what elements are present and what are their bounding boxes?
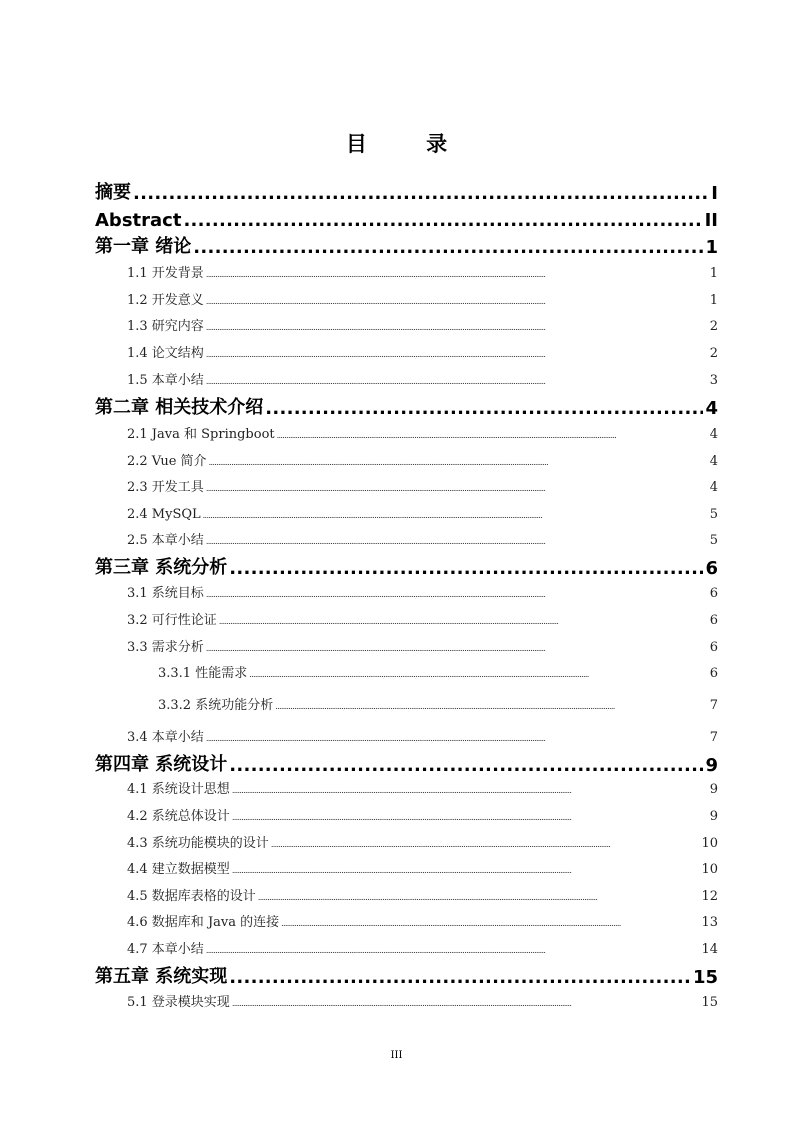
toc-entry-label: 第四章 系统设计 — [95, 754, 228, 775]
toc-entry-page-number: 2 — [709, 319, 718, 334]
toc-section-entry[interactable] — [127, 833, 718, 851]
toc-entry-page-number: 12 — [701, 889, 718, 904]
toc-entry-page-number: 4 — [709, 454, 718, 469]
toc-leader-dots — [281, 915, 699, 930]
toc-chapter-entry[interactable] — [95, 207, 718, 231]
toc-entry-label: 4.2 系统总体设计 — [127, 809, 230, 824]
toc-entry-page-number: 6 — [705, 558, 718, 579]
toc-leader-dots — [206, 293, 708, 308]
toc-entry-page-number: 4 — [709, 480, 718, 495]
toc-entry-label: 3.2 可行性论证 — [127, 613, 217, 628]
toc-entry-label: 第五章 系统实现 — [95, 966, 228, 987]
toc-section-entry[interactable] — [127, 859, 718, 877]
toc-entry-label: 4.7 本章小结 — [127, 942, 204, 957]
toc-section-entry[interactable] — [127, 727, 718, 745]
toc-leader-dots — [206, 586, 708, 601]
toc-chapter-entry[interactable] — [95, 234, 718, 258]
toc-section-entry[interactable] — [127, 992, 718, 1010]
toc-entry-page-number: 3 — [709, 373, 718, 388]
toc-section-entry[interactable] — [127, 886, 718, 904]
page-title: 目 录 — [345, 132, 474, 156]
toc-section-entry[interactable] — [127, 343, 718, 361]
toc-entry-label: 2.1 Java 和 Springboot — [127, 427, 275, 442]
toc-entry-page-number: 6 — [709, 666, 718, 681]
toc-section-entry[interactable] — [127, 263, 718, 281]
toc-entry-page-number: 9 — [705, 755, 718, 776]
toc-leader-dots — [229, 755, 703, 776]
toc-section-entry[interactable] — [127, 504, 718, 522]
toc-entry-page-number: 1 — [709, 293, 718, 308]
toc-entry-label: 第三章 系统分析 — [95, 557, 228, 578]
toc-entry-page-number: 5 — [709, 507, 718, 522]
toc-entry-page-number: 2 — [709, 346, 718, 361]
toc-chapter-entry[interactable] — [95, 555, 718, 579]
toc-entry-label: 3.3.2 系统功能分析 — [158, 698, 274, 713]
toc-entry-page-number: 5 — [709, 533, 718, 548]
toc-leader-dots — [232, 809, 708, 824]
toc-leader-dots — [277, 427, 708, 442]
toc-section-entry[interactable] — [127, 912, 718, 930]
toc-leader-dots — [206, 640, 708, 655]
toc-leader-dots — [258, 889, 700, 904]
toc-leader-dots — [206, 373, 708, 388]
toc-entry-label: 4.1 系统设计思想 — [127, 782, 230, 797]
toc-section-entry[interactable] — [127, 939, 718, 957]
toc-entry-label: 4.6 数据库和 Java 的连接 — [127, 915, 280, 930]
toc-leader-dots — [219, 613, 708, 628]
toc-leader-dots — [203, 507, 708, 522]
toc-leader-dots — [183, 210, 702, 231]
toc-entry-page-number: 9 — [709, 782, 718, 797]
toc-entry-label: 摘要 — [95, 182, 131, 203]
toc-entry-page-number: 6 — [709, 613, 718, 628]
toc-section-entry[interactable] — [127, 370, 718, 388]
toc-leader-dots — [209, 454, 708, 469]
toc-leader-dots — [249, 666, 708, 681]
toc-leader-dots — [206, 346, 708, 361]
toc-entry-page-number: 4 — [709, 427, 718, 442]
toc-leader-dots — [275, 698, 708, 713]
toc-leader-dots — [229, 558, 703, 579]
toc-leader-dots — [133, 183, 709, 204]
toc-entry-label: 4.4 建立数据模型 — [127, 862, 230, 877]
toc-entry-label: 第一章 绪论 — [95, 236, 192, 257]
toc-leader-dots — [232, 995, 700, 1010]
toc-leader-dots — [193, 237, 703, 258]
toc-entry-label: 2.2 Vue 简介 — [127, 454, 207, 469]
toc-section-entry[interactable] — [127, 316, 718, 334]
toc-section-entry[interactable] — [127, 779, 718, 797]
toc-entry-label: 1.4 论文结构 — [127, 346, 204, 361]
toc-section-entry[interactable] — [127, 451, 718, 469]
toc-leader-dots — [229, 967, 691, 988]
toc-section-entry[interactable] — [127, 806, 718, 824]
toc-entry-page-number: 10 — [701, 836, 718, 851]
toc-leader-dots — [206, 266, 708, 281]
page-number-footer: III — [390, 1050, 403, 1061]
toc-entry-label: 4.3 系统功能模块的设计 — [127, 836, 269, 851]
toc-entry-page-number: 7 — [709, 730, 718, 745]
toc-entry-page-number: 15 — [701, 995, 718, 1010]
toc-entry-label: 1.1 开发背景 — [127, 266, 204, 281]
toc-entry-page-number: 1 — [709, 266, 718, 281]
toc-chapter-entry[interactable] — [95, 752, 718, 776]
toc-entry-page-number: 7 — [709, 698, 718, 713]
toc-section-entry[interactable] — [127, 583, 718, 601]
toc-leader-dots — [206, 730, 708, 745]
toc-leader-dots — [271, 836, 700, 851]
toc-subsection-entry[interactable] — [158, 695, 718, 713]
toc-entry-page-number: 6 — [709, 640, 718, 655]
toc-entry-label: 2.3 开发工具 — [127, 480, 204, 495]
toc-entry-label: 3.1 系统目标 — [127, 586, 204, 601]
toc-leader-dots — [206, 319, 708, 334]
toc-entry-label: 1.2 开发意义 — [127, 293, 204, 308]
toc-entry-label: 2.4 MySQL — [127, 507, 201, 522]
toc-entry-page-number: 15 — [692, 967, 718, 988]
toc-entry-page-number: 4 — [705, 398, 718, 419]
toc-entry-label: 第二章 相关技术介绍 — [95, 397, 264, 418]
toc-entry-page-number: 6 — [709, 586, 718, 601]
toc-entry-label: 4.5 数据库表格的设计 — [127, 889, 256, 904]
toc-entry-label: 5.1 登录模块实现 — [127, 995, 230, 1010]
toc-leader-dots — [206, 480, 708, 495]
toc-entry-label: 3.3.1 性能需求 — [158, 666, 248, 681]
toc-leader-dots — [232, 862, 700, 877]
toc-chapter-entry[interactable] — [95, 180, 718, 204]
toc-entry-label: 1.5 本章小结 — [127, 373, 204, 388]
toc-entry-page-number: II — [704, 210, 718, 231]
toc-leader-dots — [206, 942, 700, 957]
toc-entry-page-number: I — [711, 183, 718, 204]
toc-section-entry[interactable] — [127, 477, 718, 495]
toc-section-entry[interactable] — [127, 290, 718, 308]
toc-section-entry[interactable] — [127, 637, 718, 655]
toc-entry-page-number: 14 — [701, 942, 718, 957]
toc-section-entry[interactable] — [127, 530, 718, 548]
toc-chapter-entry[interactable] — [95, 964, 718, 988]
toc-entry-label: Abstract — [95, 210, 182, 231]
toc-leader-dots — [206, 533, 708, 548]
toc-chapter-entry[interactable] — [95, 395, 718, 419]
toc-entry-page-number: 1 — [705, 237, 718, 258]
toc-entry-label: 2.5 本章小结 — [127, 533, 204, 548]
toc-entry-label: 3.3 需求分析 — [127, 640, 204, 655]
toc-entry-page-number: 9 — [709, 809, 718, 824]
toc-leader-dots — [265, 398, 703, 419]
toc-subsection-entry[interactable] — [158, 663, 718, 681]
toc-entry-label: 1.3 研究内容 — [127, 319, 204, 334]
toc-entry-label: 3.4 本章小结 — [127, 730, 204, 745]
toc-entry-page-number: 13 — [701, 915, 718, 930]
toc-section-entry[interactable] — [127, 610, 718, 628]
toc-leader-dots — [232, 782, 708, 797]
toc-section-entry[interactable] — [127, 424, 718, 442]
toc-entry-page-number: 10 — [701, 862, 718, 877]
